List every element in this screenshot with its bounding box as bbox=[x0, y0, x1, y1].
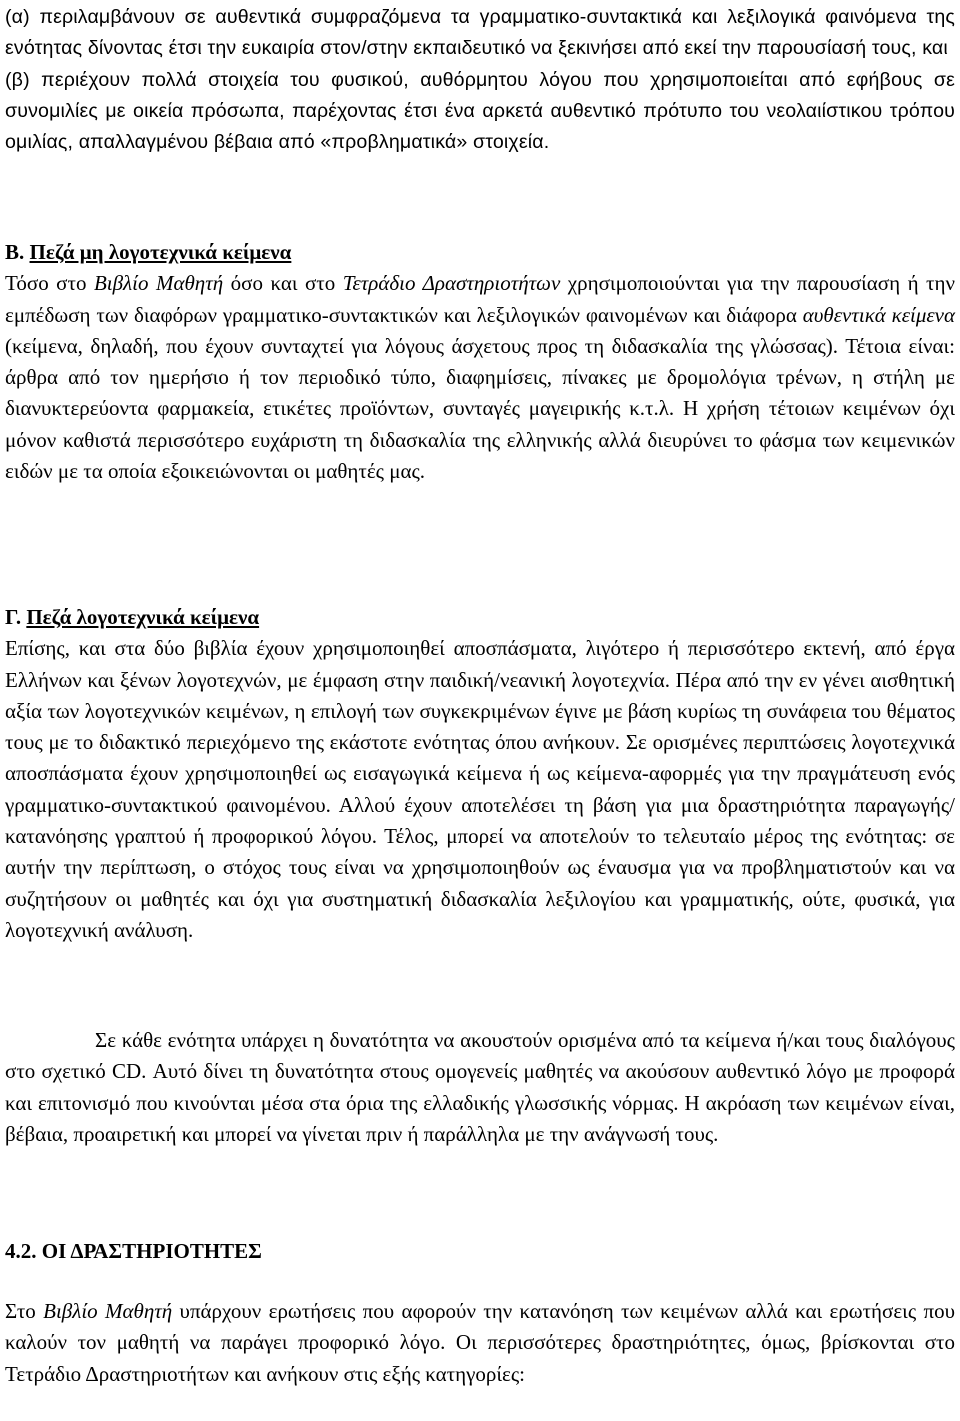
section-4-2-italic-1: Βιβλίο Μαθητή bbox=[43, 1299, 173, 1323]
section-b-italic-1: Βιβλίο Μαθητή bbox=[93, 271, 224, 296]
section-c-prefix: Γ. bbox=[5, 605, 27, 629]
section-4-2-body bbox=[5, 1296, 955, 1390]
section-b-italic-3: αυθεντικά κείμενα bbox=[802, 302, 956, 327]
section-b-text-2: όσο και στο bbox=[223, 271, 343, 296]
section-4-2-text-2: υπάρχουν ερωτήσεις που αφορούν την κατανόηση των κειμένων αλλά και ερωτήσεις που καλούν τον μαθητή να παράγει προφορικό λόγο. Οι περισσότερες δραστηριότητες, όμως, βρίσκονται στο Τετράδιο Δραστηριοτήτων και ανήκουν στις εξής κατηγορίες: bbox=[5, 1299, 955, 1386]
section-b-text-4: (κείμενα, δηλαδή, που έχουν συνταχτεί για λόγους άσχετους προς τη διδασκαλία της γλώσσας). Τέτοια είναι: άρθρα από τον ημερήσιο ή τον περιοδικό τύπο, διαφημίσεις, πίνακες με δρομολόγια τρένων, η στήλη με διανυκτερεύοντα φαρμακεία, ετικέτες προϊόντων, συνταγές μαγειρικής κ.τ.λ. Η χρήση τέτοιων κειμένων όχι μόνον καθιστά περισσότερο ευχάριστη τη διδασκαλία της ελληνικής αλλά διευρύνει το φάσμα των κειμενικών ειδών με τα οποία εξοικειώνονται οι μαθητές μας. bbox=[5, 333, 955, 484]
section-b-paragraph bbox=[5, 268, 955, 487]
list-item-b: (β) περιέχουν πολλά στοιχεία του φυσικού, αυθόρμητου λόγου που χρησιμοποιείται από εφήβους σε συνομιλίες με οικεία πρόσωπα, παρέχοντας έτσι ένα αρκετά αυθεντικό πρότυπο του νεολαιίστικου τρόπου ομιλίας, απαλλαγμένου βέβαια από «προβληματικά» στοιχεία. bbox=[5, 68, 955, 154]
section-b-italic-2: Τετράδιο Δραστηριοτήτων bbox=[342, 271, 561, 296]
section-4-2-text-1: Στο bbox=[5, 1299, 44, 1323]
audio-paragraph: Σε κάθε ενότητα υπάρχει η δυνατότητα να ακουστούν ορισμένα από τα κείμενα ή/και τους διαλόγους στο σχετικό CD. Αυτό δίνει τη δυνατότητα στους ομογενείς μαθητές να ακούσουν αυθεντικό λόγο με προφορά και επιτονισμό που κινούνται μέσα στα όρια της ελλαδικής γλωσσικής νόρμας. Η ακρόαση των κειμένων είναι, βέβαια, προαιρετική και μπορεί να γίνεται πριν ή παράλληλα με την ανάγνωσή τους. bbox=[5, 1028, 955, 1146]
section-c-heading bbox=[5, 602, 955, 633]
section-c-paragraph: Επίσης, και στα δύο βιβλία έχουν χρησιμοποιηθεί αποσπάσματα, λιγότερο ή περισσότερο εκτενή, από έργα Ελλήνων και ξένων λογοτεχνών, με έμφαση στην παιδική/νεανική λογοτεχνία. Πέρα από την εν γένει αισθητική αξία των λογοτεχνικών κειμένων, η επιλογή των συγκεκριμένων έγινε με βάση κυρίως τη συνάφεια του θέματος τους με το διδακτικό περιεχόμενο της εκάστοτε ενότητας όπου ανήκουν. Σε ορισμένες περιπτώσεις λογοτεχνικά αποσπάσματα έχουν χρησιμοποιηθεί ως εισαγωγικά κείμενα ή ως κείμενα-αφορμές για την πραγμάτευση ενός γραμματικο-συντακτικού φαινομένου. Αλλού έχουν αποτελέσει τη βάση για μια δραστηριότητα παραγωγής/κατανόησης γραπτού ή προφορικού λόγου. Τέλος, μπορεί να αποτελούν το τελευταίο μέρος της ενότητας: σε αυτήν την περίπτωση, ο στόχος τους είναι να χρησιμοποιηθούν ως έναυσμα για να προβληματιστούν και να συζητήσουν οι μαθητές και όχι για συστηματική διδασκαλία λεξιλογίου και γραμματικής, ούτε, φυσικά, για λογοτεχνική ανάλυση. bbox=[5, 636, 955, 942]
section-c-title: Πεζά λογοτεχνικά κείμενα bbox=[26, 605, 260, 629]
section-4-2-title: ΟΙ ΔΡΑΣΤΗΡΙΟΤΗΤΕΣ bbox=[41, 1239, 262, 1263]
audio-block bbox=[5, 1025, 955, 1150]
section-b bbox=[5, 237, 955, 487]
section-4-2 bbox=[5, 1236, 955, 1267]
section-b-text-1: Τόσο στο bbox=[5, 271, 94, 296]
list-item-a: (α) περιλαμβάνουν σε αυθεντικά συμφραζόμενα τα γραμματικο-συντακτικά και λεξιλογικά φαινόμενα της ενότητας δίνοντας έτσι την ευκαιρία στον/στην εκπαιδευτικό να ξεκινήσει από εκεί την παρουσίασή τους, και bbox=[5, 6, 955, 60]
intro-block bbox=[5, 2, 955, 158]
section-4-2-heading bbox=[5, 1236, 955, 1267]
section-b-heading bbox=[5, 237, 955, 268]
section-b-prefix: Β. bbox=[5, 240, 30, 264]
section-4-2-paragraph bbox=[5, 1296, 955, 1390]
section-b-text-3: χρησιμοποιούνται για την παρουσίαση ή την εμπέδωση των διαφόρων γραμματικο-συντακτικών και λεξιλογικών φαινομένων και διάφορα bbox=[5, 271, 955, 327]
section-b-title: Πεζά μη λογοτεχνικά κείμενα bbox=[29, 240, 292, 264]
section-c bbox=[5, 602, 955, 946]
section-4-2-prefix: 4.2. bbox=[5, 1239, 42, 1263]
